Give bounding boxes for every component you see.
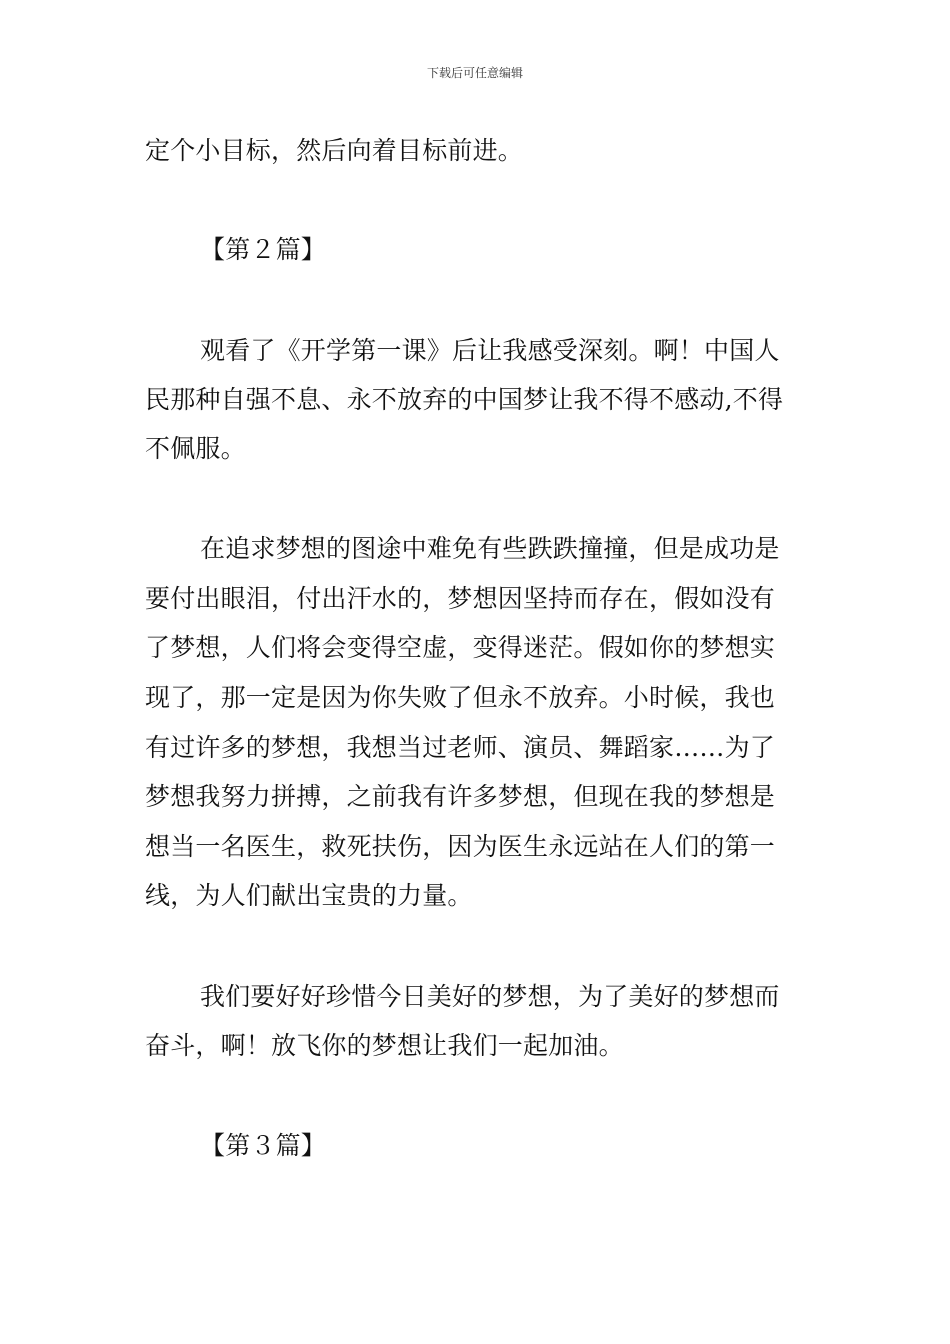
page-header: 下载后可任意编辑 (426, 66, 523, 80)
paragraph-line: 想当一名医生，救死扶伤，因为医生永远站在人们的第一 (145, 832, 776, 861)
section-3-heading: 【第３篇】 (200, 1131, 327, 1160)
paragraph-line: 奋斗，啊！放飞你的梦想让我们一起加油。 (145, 1031, 624, 1060)
paragraph-line: 现了，那一定是因为你失败了但永不放弃。小时候，我也 (145, 683, 776, 712)
paragraph-line: 有过许多的梦想，我想当过老师、演员、舞蹈家……为了 (145, 733, 776, 762)
paragraph-line: 了梦想，人们将会变得空虚，变得迷茫。假如你的梦想实 (145, 633, 776, 662)
paragraph-line: 梦想我努力拼搏，之前我有许多梦想，但现在我的梦想是 (145, 782, 776, 811)
intro-tail-line: 定个小目标，然后向着目标前进。 (145, 136, 524, 165)
section-2-heading: 【第２篇】 (200, 235, 327, 264)
paragraph-line: 我们要好好珍惜今日美好的梦想，为了美好的梦想而 (200, 982, 780, 1011)
paragraph-line: 观看了《开学第一课》后让我感受深刻。啊！中国人 (200, 336, 780, 365)
paragraph-line: 要付出眼泪，付出汗水的，梦想因坚持而存在，假如没有 (145, 584, 776, 613)
paragraph-line: 民那种自强不息、永不放弃的中国梦让我不得不感动,不得 (145, 385, 784, 414)
paragraph-line: 不佩服。 (145, 434, 246, 463)
paragraph-line: 线，为人们献出宝贵的力量。 (145, 881, 473, 910)
paragraph-line: 在追求梦想的图途中难免有些跌跌撞撞，但是成功是 (200, 534, 780, 563)
